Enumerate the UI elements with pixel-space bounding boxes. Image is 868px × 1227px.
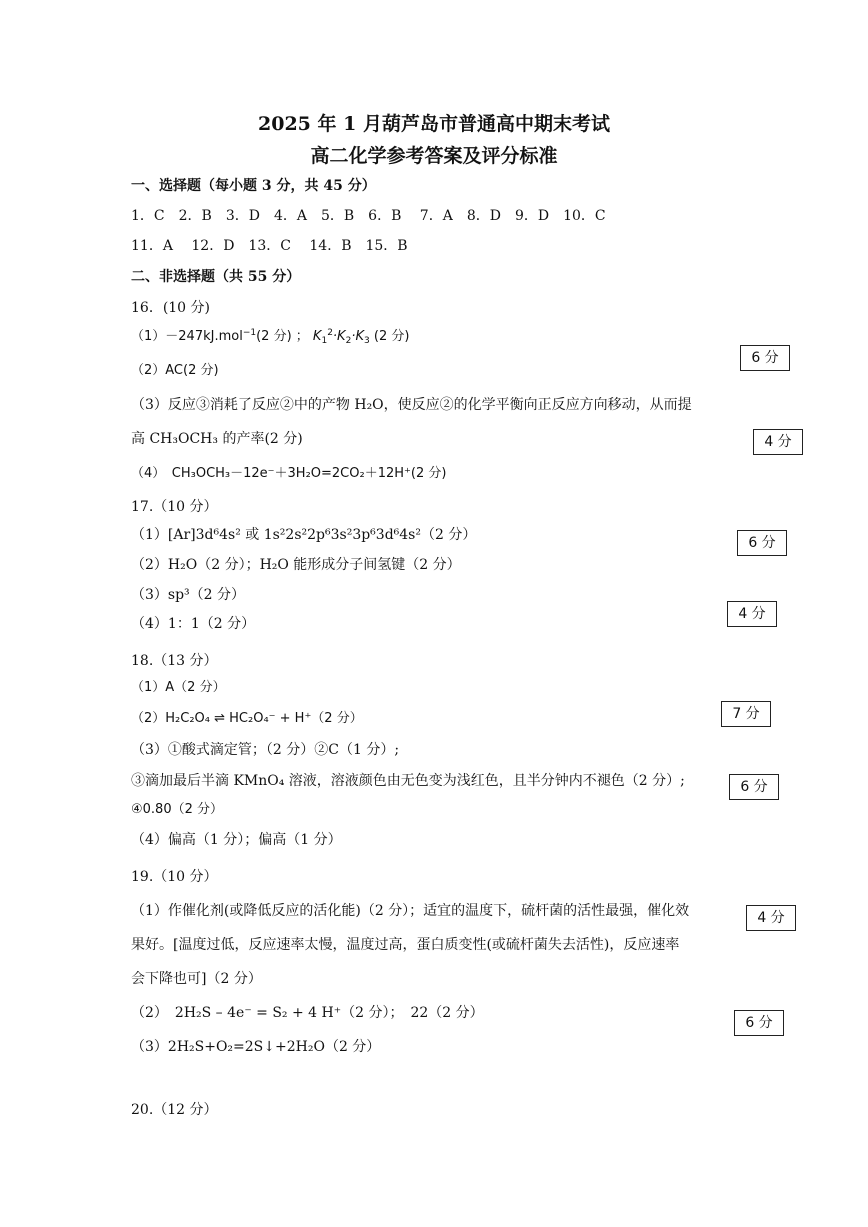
- q16-answer-3-line-1: （3）反应③消耗了反应②中的产物 H₂O，使反应②的化学平衡向正反应方向移动，从而提: [131, 397, 692, 413]
- question-number-18: 18.（13 分）: [131, 653, 218, 669]
- q18-answer-4: （4）偏高（1 分）；偏高（1 分）: [131, 832, 342, 848]
- section-heading-nonchoice: 二、非选择题（共 55 分）: [131, 269, 301, 285]
- q18-answer-3-part-4: ④0.80（2 分）: [131, 802, 224, 817]
- question-number-19: 19.（10 分）: [131, 869, 218, 885]
- q18-answer-3: （3）①酸式滴定管；（2 分）②C（1 分）;: [131, 742, 400, 758]
- score-box: 6 分: [734, 1010, 784, 1036]
- score-box: 6 分: [729, 774, 779, 800]
- q16-answer-3-line-2: 高 CH₃OCH₃ 的产率(2 分): [131, 431, 303, 447]
- q17-answer-2: （2）H₂O（2 分）；H₂O 能形成分子间氢键（2 分）: [131, 557, 461, 573]
- q16-answer-1: （1）－247kJ.mol$^{-1}$(2 分) ； $K_1^2\cdot K_2\cdot K_3$ (2 分): [131, 328, 410, 346]
- q18-answer-3-continued: ③滴加最后半滴 KMnO₄ 溶液，溶液颜色由无色变为浅红色，且半分钟内不褪色（2 分）;: [131, 773, 685, 789]
- q16-answer-2: （2）AC(2 分): [131, 363, 219, 378]
- choice-answers-row-2: 11．A 12．D 13．C 14．B 15．B: [131, 238, 408, 254]
- score-box: 4 分: [746, 905, 796, 931]
- q19-answer-1-line-3: 会下降也可]（2 分）: [131, 971, 262, 987]
- question-number-16: 16．(10 分): [131, 300, 211, 316]
- choice-answers-row-1: 1．C 2．B 3．D 4．A 5．B 6．B 7．A 8．D 9．D 10．C: [131, 208, 606, 224]
- q17-answer-4: （4）1：1（2 分）: [131, 616, 256, 632]
- page-title: 2025 年 1 月葫芦岛市普通高中期末考试: [258, 113, 610, 135]
- score-box: 6 分: [737, 530, 787, 556]
- score-box: 4 分: [727, 601, 777, 627]
- q19-answer-2: （2） 2H₂S – 4e⁻ = S₂ + 4 H⁺（2 分）； 22（2 分）: [131, 1005, 484, 1021]
- q16-answer-4: （4） CH₃OCH₃－12e⁻＋3H₂O=2CO₂＋12H⁺(2 分): [131, 466, 447, 481]
- q19-answer-1-line-2: 果好。[温度过低，反应速率太慢，温度过高，蛋白质变性(或硫杆菌失去活性)，反应速率: [131, 937, 680, 953]
- q19-answer-3: （3）2H₂S+O₂=2S↓+2H₂O（2 分）: [131, 1039, 381, 1055]
- question-number-20: 20.（12 分）: [131, 1102, 218, 1118]
- score-box: 4 分: [753, 429, 803, 455]
- q18-answer-1: （1）A（2 分）: [131, 680, 226, 695]
- q18-answer-2: （2）H₂C₂O₄ ⇌ HC₂O₄⁻ + H⁺（2 分）: [131, 711, 363, 726]
- score-box: 7 分: [721, 701, 771, 727]
- page-subtitle: 高二化学参考答案及评分标准: [310, 145, 558, 167]
- score-box: 6 分: [740, 345, 790, 371]
- question-number-17: 17.（10 分）: [131, 499, 218, 515]
- q17-answer-3: （3）sp³（2 分）: [131, 587, 246, 603]
- q17-answer-1: （1）[Ar]3d⁶4s² 或 1s²2s²2p⁶3s²3p⁶3d⁶4s²（2 分）: [131, 527, 477, 543]
- q19-answer-1-line-1: （1）作催化剂(或降低反应的活化能)（2 分）；适宜的温度下，硫杆菌的活性最强，催化效: [131, 903, 690, 919]
- section-heading-choice: 一、选择题（每小题 3 分，共 45 分）: [131, 178, 376, 194]
